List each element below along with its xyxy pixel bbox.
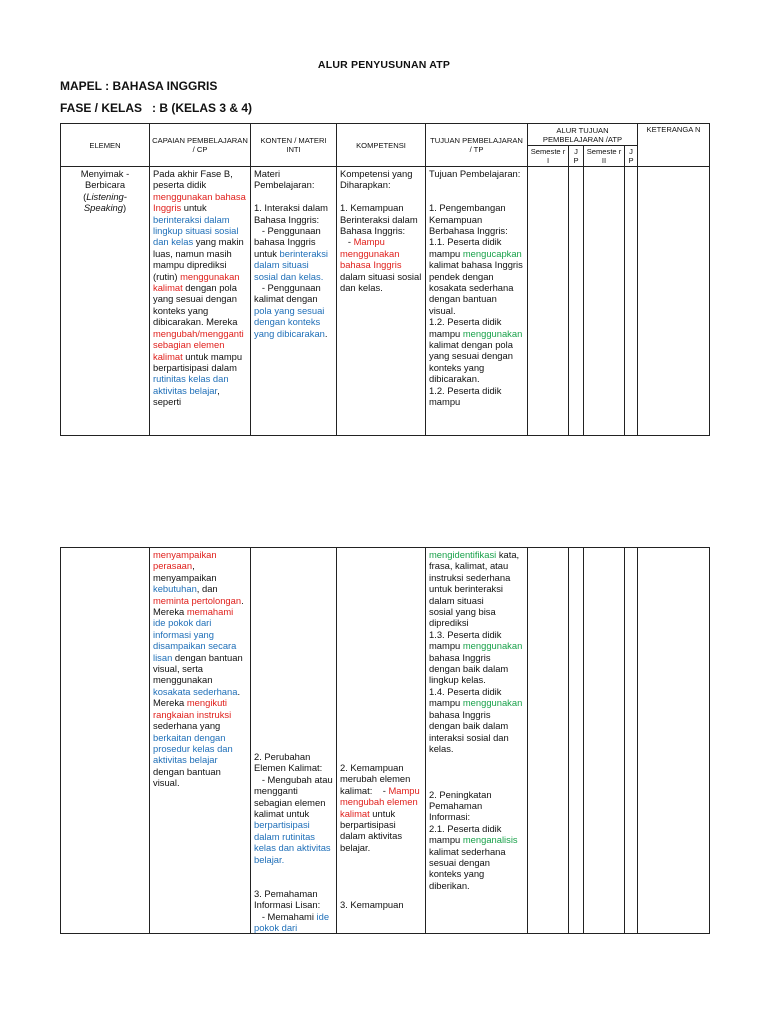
- text-run: dalam situasi sosial dan kelas.: [340, 259, 424, 294]
- fase-line: [60, 101, 252, 115]
- line-gap: [254, 865, 333, 876]
- cell-tujuan-pembelajaran-cont: [426, 548, 528, 934]
- highlighted-text: rutinitas kelas dan aktivitas belajar: [153, 373, 232, 396]
- cell-elemen: Menyimak - Berbicara (Listening-Speaking): [61, 167, 150, 436]
- highlighted-text: menggunakan: [462, 640, 523, 652]
- text-run: dengan pola yang sesuai dengan konteks yang dibicarakan. Mereka: [153, 282, 241, 328]
- text-run: bahasa Inggris dengan baik dalam interaksi sosial dan kelas.: [429, 697, 525, 754]
- highlighted-text: meminta pertolongan: [153, 594, 242, 606]
- cell-konten: [251, 167, 337, 436]
- highlighted-text: mengikuti rangkaian instruksi: [153, 697, 232, 720]
- highlighted-text: ide pokok dari: [254, 910, 332, 934]
- line-gap: [340, 865, 422, 876]
- atp-table-page-1: [60, 123, 710, 436]
- highlighted-text: berkaitan dengan prosedur kelas dan aktivitas belajar: [153, 731, 236, 766]
- highlighted-text: menggunakan bahasa Inggris: [153, 190, 249, 214]
- text-run: kalimat dengan pola yang sesuai dengan konteks yang dibicarakan. 1.2. Peserta didik mampu: [429, 339, 513, 408]
- highlighted-text: Mampu mengubah elemen kalimat: [340, 784, 423, 819]
- text-run: 3. Kemampuan: [340, 898, 404, 910]
- cell-jp-2-cont: [625, 548, 638, 934]
- line-gap: [429, 766, 524, 777]
- text-run: Materi Pembelajaran:: [254, 168, 315, 191]
- line-gap: [429, 179, 524, 190]
- text-run: 1. Pengembangan Kemampuan Berbahasa Inggris: 1.1. Peserta didik mampu: [429, 202, 508, 259]
- header-keterangan: KETERANGA N: [638, 124, 710, 167]
- cell-keterangan: [638, 167, 710, 436]
- highlighted-text: berinteraksi dalam lingkup situasi sosial dan kelas: [153, 213, 242, 248]
- cell-keterangan-cont: [638, 548, 710, 934]
- text-run: , dan: [196, 583, 221, 595]
- line-gap: [429, 191, 524, 202]
- text-run: kalimat sederhana sesuai dengan konteks yang diberikan.: [429, 834, 521, 891]
- text-run: yang makin luas, namun masih mampu diprediksi (rutin): [153, 236, 247, 282]
- text-run: kalimat bahasa Inggris pendek dengan kosakata sederhana dengan bantuan visual. 1.2. Peserta didik mampu: [429, 259, 523, 339]
- cell-semester-1: [528, 167, 569, 436]
- cell-capaian-pembelajaran-cont: [150, 548, 251, 934]
- highlighted-text: menggunakan: [462, 697, 523, 709]
- text-run: 3. Pemahaman Informasi Lisan: - Memahami: [254, 887, 321, 922]
- header-konten: KONTEN / MATERI INTI: [251, 124, 337, 167]
- highlighted-text: ide pokok dari informasi yang disampaikan secara lisan: [153, 617, 239, 663]
- text-run: 1. Interaksi dalam Bahasa Inggris: - Penggunaan bahasa Inggris untuk: [254, 202, 328, 259]
- text-run: untuk berpartisipasi dalam aktivitas belajar.: [340, 807, 405, 853]
- highlighted-text: mengucapkan: [462, 247, 522, 259]
- text-run: untuk mampu berpartisipasi dalam: [153, 350, 245, 373]
- header-alur-tujuan: ALUR TUJUAN PEMBELAJARAN /ATP: [528, 124, 638, 146]
- text-run: . Mereka: [153, 685, 243, 709]
- cell-capaian-pembelajaran: [150, 167, 251, 436]
- cell-tujuan-pembelajaran: [426, 167, 528, 436]
- header-jp-2: J P: [625, 146, 638, 167]
- highlighted-text: menyampaikan perasaan: [153, 549, 220, 572]
- line-gap: [340, 191, 422, 202]
- text-run: , seperti: [153, 384, 223, 408]
- text-run: untuk: [181, 202, 210, 214]
- line-gap: [340, 853, 422, 864]
- highlighted-text: kosakata sederhana: [153, 685, 238, 697]
- text-run: Kompetensi yang Diharapkan:: [340, 168, 416, 191]
- document-title: ALUR PENYUSUNAN ATP: [317, 59, 451, 71]
- fase-label: FASE / KELAS: [60, 101, 143, 115]
- text-run: - Penggunaan kalimat dengan: [254, 282, 321, 305]
- highlighted-text: berpartisipasi dalam rutinitas kelas dan aktivitas belajar.: [254, 819, 334, 865]
- header-semester-1: Semeste r I: [528, 146, 569, 167]
- text-run: 1. Kemampuan Berinteraksi dalam Bahasa Inggris: -: [340, 202, 418, 248]
- text-run: kata, frasa, kalimat, atau instruksi sederhana untuk berinteraksi dalam situasi sosial yang bisa diprediksi 1.3. Peserta didik mampu: [429, 549, 520, 652]
- line-gap: [429, 754, 524, 765]
- header-semester-2: Semeste r II: [584, 146, 625, 167]
- header-tujuan-pembelajaran: TUJUAN PEMBELAJARAN / TP: [426, 124, 528, 167]
- header-capaian-pembelajaran: CAPAIAN PEMBELAJARAN / CP: [150, 124, 251, 167]
- text-run: . Mereka: [153, 594, 247, 618]
- highlighted-text: pola yang sesuai dengan konteks yang dibicarakan: [254, 304, 327, 339]
- line-gap: [340, 876, 422, 887]
- text-run: [233, 606, 236, 617]
- cell-semester-1-cont: [528, 548, 569, 934]
- text-run: Tujuan Pembelajaran:: [429, 168, 521, 179]
- cell-semester-2: [584, 167, 625, 436]
- atp-table-page-2: [60, 547, 710, 934]
- text-run: bahasa Inggris dengan baik dalam lingkup kelas. 1.4. Peserta didik mampu: [429, 651, 509, 709]
- text-run: 2. Peningkatan Pemahaman Informasi: 2.1. Peserta didik mampu: [429, 788, 502, 846]
- highlighted-text: mengubah/mengganti sebagian elemen kalimat: [153, 327, 247, 362]
- highlighted-text: memahami: [186, 606, 234, 618]
- text-run: 2. Perubahan Elemen Kalimat: - Mengubah atau mengganti sebagian elemen kalimat untuk: [254, 751, 333, 820]
- cell-kompetensi-cont: [337, 548, 426, 934]
- line-gap: [254, 191, 333, 202]
- header-kompetensi: KOMPETENSI: [337, 124, 426, 167]
- cell-elemen-cont: [61, 548, 150, 934]
- highlighted-text: mengidentifikasi: [429, 549, 497, 560]
- cell-kompetensi: [337, 167, 426, 436]
- text-run: dengan bantuan visual, serta menggunakan: [153, 651, 246, 686]
- cell-konten-cont: [251, 548, 337, 934]
- text-run: , menyampaikan: [153, 560, 220, 583]
- header-elemen: ELEMEN: [61, 124, 150, 167]
- cell-jp-1: [569, 167, 584, 436]
- highlighted-text: menganalisis: [462, 834, 518, 846]
- header-jp-1: J P: [569, 146, 584, 167]
- mapel-line: MAPEL : BAHASA INGGRIS: [60, 79, 218, 93]
- cell-jp-1-cont: [569, 548, 584, 934]
- highlighted-text: berinteraksi dalam situasi sosial dan kelas.: [254, 247, 331, 282]
- text-run: .: [324, 327, 328, 339]
- text-run: Pada akhir Fase B, peserta didik: [153, 168, 236, 191]
- text-run: dengan bantuan visual.: [153, 754, 224, 789]
- highlighted-text: menggunakan: [462, 327, 523, 339]
- highlighted-text: Mampu menggunakan bahasa Inggris: [340, 236, 403, 271]
- text-run: 2. Kemampuan merubah elemen kalimat: -: [340, 762, 413, 796]
- cell-jp-2: [625, 167, 638, 436]
- cell-semester-2-cont: [584, 548, 625, 934]
- highlighted-text: kebutuhan: [153, 583, 197, 595]
- highlighted-text: menggunakan kalimat: [153, 270, 243, 294]
- fase-value: : B (KELAS 3 & 4): [152, 101, 253, 115]
- text-run: sederhana yang: [153, 708, 234, 732]
